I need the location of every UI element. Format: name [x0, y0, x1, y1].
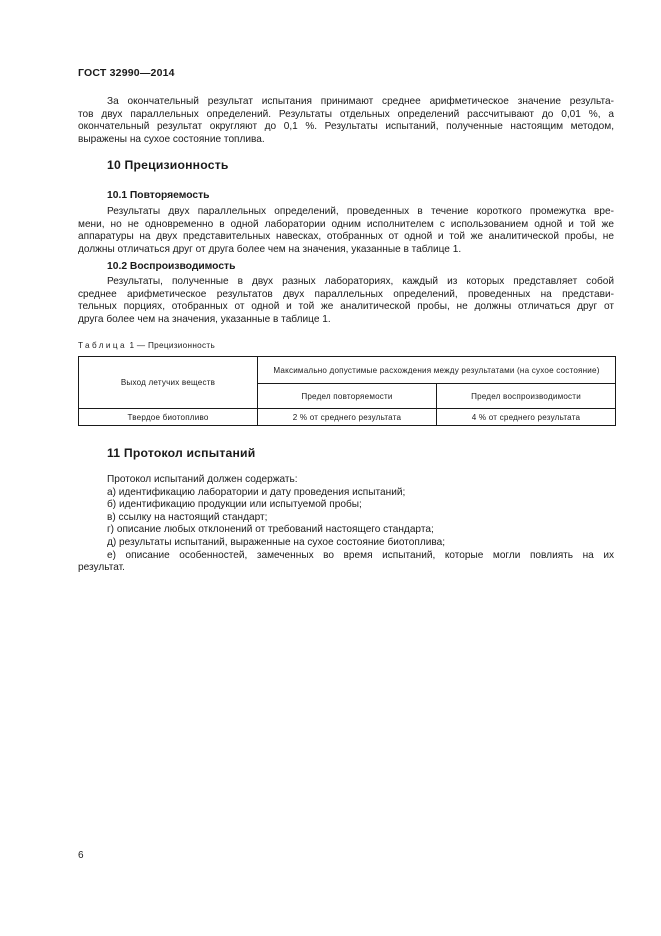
section-10-1-heading: 10.1 Повторяемость [107, 190, 210, 201]
list-item: е) описание особенностей, замеченных во время испытаний, которые могли повлиять на их [107, 549, 614, 561]
paragraph-line: За окончательный результат испытания принимают среднее арифметическое значение результа- [107, 96, 614, 107]
column-header-repeatability: Предел повторяемости [258, 384, 437, 409]
list-item-continuation: результат. [78, 562, 125, 574]
paragraph-line: тельных порциях, отобранных от одной и той же аналитической пробы, не должны отличаться друг от [78, 301, 614, 313]
paragraph-line: аппаратуры на двух представительных навесках, отобранных от одной и той же аналитической пробы, не [78, 231, 614, 243]
column-header-reproducibility: Предел воспроизводимости [437, 384, 616, 409]
table-row [79, 409, 616, 426]
column-group-header: Максимально допустимые расхождения между результатами (на сухое состояние) [258, 357, 616, 384]
column-header-volatiles: Выход летучих веществ [79, 357, 258, 409]
document-header: ГОСТ 32990—2014 [78, 67, 175, 79]
section-11-heading: 11 Протокол испытаний [107, 446, 256, 460]
table-cell-repeatability: 2 % от среднего результата [258, 409, 437, 426]
paragraph-line: должны отличаться друг от друга более чем на значения, указанные в таблице 1. [78, 243, 462, 255]
paragraph-line: среднее арифметическое результатов двух параллельных определений, проведенных на представи- [78, 288, 614, 300]
list-item: в) ссылку на настоящий стандарт; [107, 511, 268, 523]
protocol-intro: Протокол испытаний должен содержать: [107, 474, 298, 485]
paragraph-line: друга более чем на значения, указанные в таблице 1. [78, 313, 331, 325]
table-caption [78, 341, 215, 350]
table-cell-material: Твердое биотопливо [79, 409, 258, 426]
table-cell-reproducibility: 4 % от среднего результата [437, 409, 616, 426]
precision-table [78, 356, 616, 426]
list-item: д) результаты испытаний, выраженные на сухое состояние биотоплива; [107, 536, 446, 548]
repeatability-paragraph [78, 206, 614, 256]
list-item: г) описание любых отклонений от требований настоящего стандарта; [107, 524, 434, 536]
final-result-paragraph [78, 96, 614, 146]
table-caption-title: 1 — Прецизионность [129, 341, 216, 350]
paragraph-line: выражены на сухое состояние топлива. [78, 133, 265, 145]
table-caption-prefix: Таблица [78, 341, 127, 350]
paragraph-line: окончательный результат округляют до 0,1 %. Результаты испытаний, полученные настоящим методом, [78, 121, 614, 133]
reproducibility-paragraph [78, 276, 614, 326]
list-item: а) идентификацию лаборатории и дату проведения испытаний; [107, 486, 406, 498]
paragraph-line: Результаты двух параллельных определений, проведенных в течение короткого промежутка вре- [107, 206, 614, 217]
paragraph-line: Результаты, полученные в двух разных лабораториях, каждый из которых представляет собой [107, 276, 614, 287]
list-item: б) идентификацию продукции или испытуемой пробы; [107, 499, 362, 511]
paragraph-line: мени, но не одновременно в одной лаборатории одним исполнителем с использованием одной и той же [78, 218, 614, 230]
page-number: 6 [78, 850, 84, 861]
paragraph-line: тов двух параллельных определений. Результаты отдельных определений рассчитывают до 0,01 %, а [78, 108, 614, 120]
protocol-list [78, 474, 614, 575]
section-10-2-heading: 10.2 Воспроизводимость [107, 261, 236, 272]
section-10-heading: 10 Прецизионность [107, 158, 229, 172]
